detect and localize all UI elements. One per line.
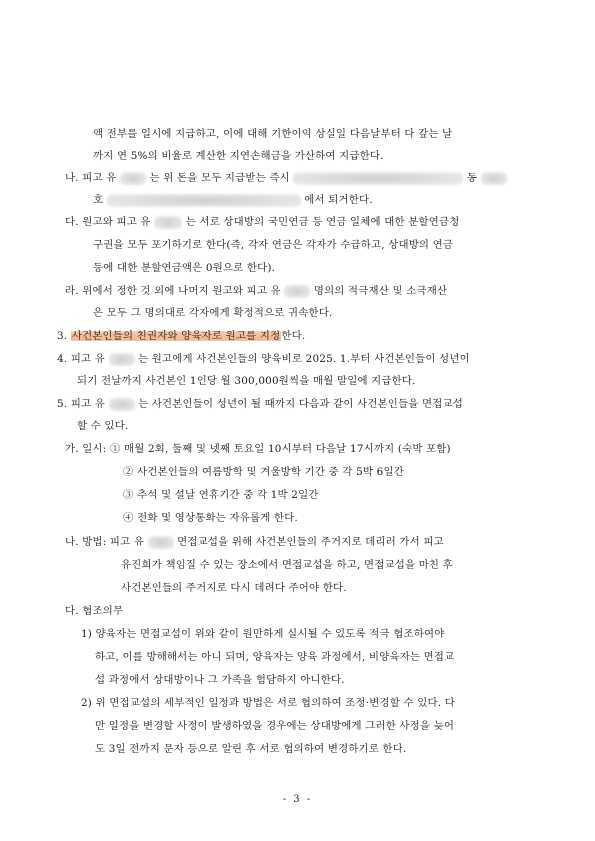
paragraph-line: 2) 위 면접교섭의 세부적인 일정과 방법은 서로 협의하여 조정·변경할 수 있다. 다 [81, 697, 455, 709]
clause-text: 호 [93, 194, 104, 206]
schedule-line: 가. 일시: ① 매월 2회, 둘째 및 넷째 토요일 10시부터 다음날 17시까지 (숙박 포함) [65, 443, 451, 455]
paragraph-line: 까지 연 5%의 비율로 계산한 지연손해금을 가산하여 지급한다. [93, 150, 384, 162]
redacted-name [109, 398, 135, 411]
paragraph-line: 구권을 모두 포기하기로 한다(즉, 각자 연금은 각자가 수급하고, 상대방의 연금 [93, 239, 454, 251]
paragraph-line: 하고, 이를 방해해서는 아니 되며, 양육자는 양육 과정에서, 비양육자는 면접교 [95, 651, 455, 663]
clause-text: 동 [466, 172, 478, 184]
clause-text: 면접교섭을 위해 사건본인들의 주거지로 데리러 가서 피고 [177, 536, 444, 548]
paragraph-line: 1) 양육자는 면접교섭이 위와 같이 원만하게 실시될 수 있도록 적극 협조하여야 [81, 628, 445, 640]
clause-text: 에서 퇴거한다. [304, 194, 373, 206]
clause-ra-line [65, 284, 447, 298]
paragraph-line: 만 일정을 변경할 사정이 발생하였을 경우에는 상대방에게 그러한 사정을 늦어 [95, 720, 455, 732]
clause-text: 는 서로 상대방의 국민연금 등 연금 일체에 대한 분할연금청 [185, 216, 460, 228]
clause-text: 는 위 돈을 모두 지급받는 즉시 [149, 172, 290, 184]
item-4-line [57, 352, 470, 366]
paragraph-line: 사건본인들의 주거지로 다시 데려다 주어야 한다. [121, 582, 347, 594]
clause-text: 다. 원고와 피고 유 [65, 216, 151, 228]
redacted-address [481, 172, 507, 185]
redacted-address [293, 172, 463, 185]
redacted-name [109, 353, 135, 366]
paragraph-line: 등에 대한 분할연금액은 0원으로 한다). [93, 262, 276, 274]
schedule-line: ② 사건본인들의 여름방학 및 겨울방학 기간 중 각 5박 6일간 [123, 466, 404, 478]
clause-text: 라. 위에서 정한 것 외에 나머지 원고와 피고 유 [65, 285, 281, 297]
redacted-name [154, 216, 182, 229]
schedule-line: ④ 전화 및 영상통화는 자유롭게 한다. [123, 512, 298, 524]
clause-text: 명의의 적극재산 및 소극재산 [313, 285, 448, 297]
clause-text: 4. 피고 유 [57, 353, 106, 365]
paragraph-line: 액 전부를 일시에 지급하고, 이에 대해 기한이익 상실일 다음날부터 다 갚는 날 [93, 128, 453, 140]
paragraph-line: 은 모두 그 명의대로 각자에게 확정적으로 귀속한다. [93, 307, 333, 319]
clause-text: 는 사건본인들이 성년이 될 때까지 다음과 같이 사건본인들을 면접교섭 [138, 398, 463, 410]
subheading: 다. 협조의무 [65, 605, 124, 617]
page-number: - 3 - [282, 794, 313, 805]
paragraph-line: 도 3일 전까지 문자 등으로 알린 후 서로 협의하여 변경하기로 한다. [95, 743, 407, 755]
clause-text: 는 원고에게 사건본인들의 양육비로 2025. 1.부터 사건본인들이 성년이 [138, 353, 470, 365]
item-5-line [57, 397, 463, 411]
method-line [65, 535, 444, 549]
clause-text: 한다. [281, 330, 306, 342]
paragraph-line [93, 193, 373, 207]
clause-text: 5. 피고 유 [57, 398, 106, 410]
paragraph-line: 할 수 있다. [77, 420, 129, 432]
clause-text: 나. 방법: 피고 유 [65, 536, 145, 548]
redacted-address [107, 194, 301, 207]
paragraph-line: 되기 전날까지 사건본인 1인당 월 300,000원씩을 매월 말일에 지급한다. [77, 375, 416, 387]
clause-na-line [65, 171, 507, 185]
item-3-line [57, 329, 305, 343]
redacted-name [120, 172, 146, 185]
redacted-name [148, 536, 174, 549]
redacted-name [284, 285, 310, 298]
paragraph-line: 유진희가 책임질 수 있는 장소에서 면접교섭을 하고, 면접교섭을 마친 후 [121, 559, 453, 571]
item-number: 3. [57, 330, 71, 342]
clause-text: 나. 피고 유 [65, 172, 117, 184]
highlighted-text: 사건본인들의 친권자와 양육자로 원고를 지정 [71, 330, 281, 342]
paragraph-line: 섭 과정에서 상대방이나 그 가족을 험담하지 아니한다. [95, 674, 345, 686]
schedule-line: ③ 추석 및 설날 연휴기간 중 각 1박 2일간 [123, 489, 319, 501]
clause-da-line [65, 215, 459, 229]
